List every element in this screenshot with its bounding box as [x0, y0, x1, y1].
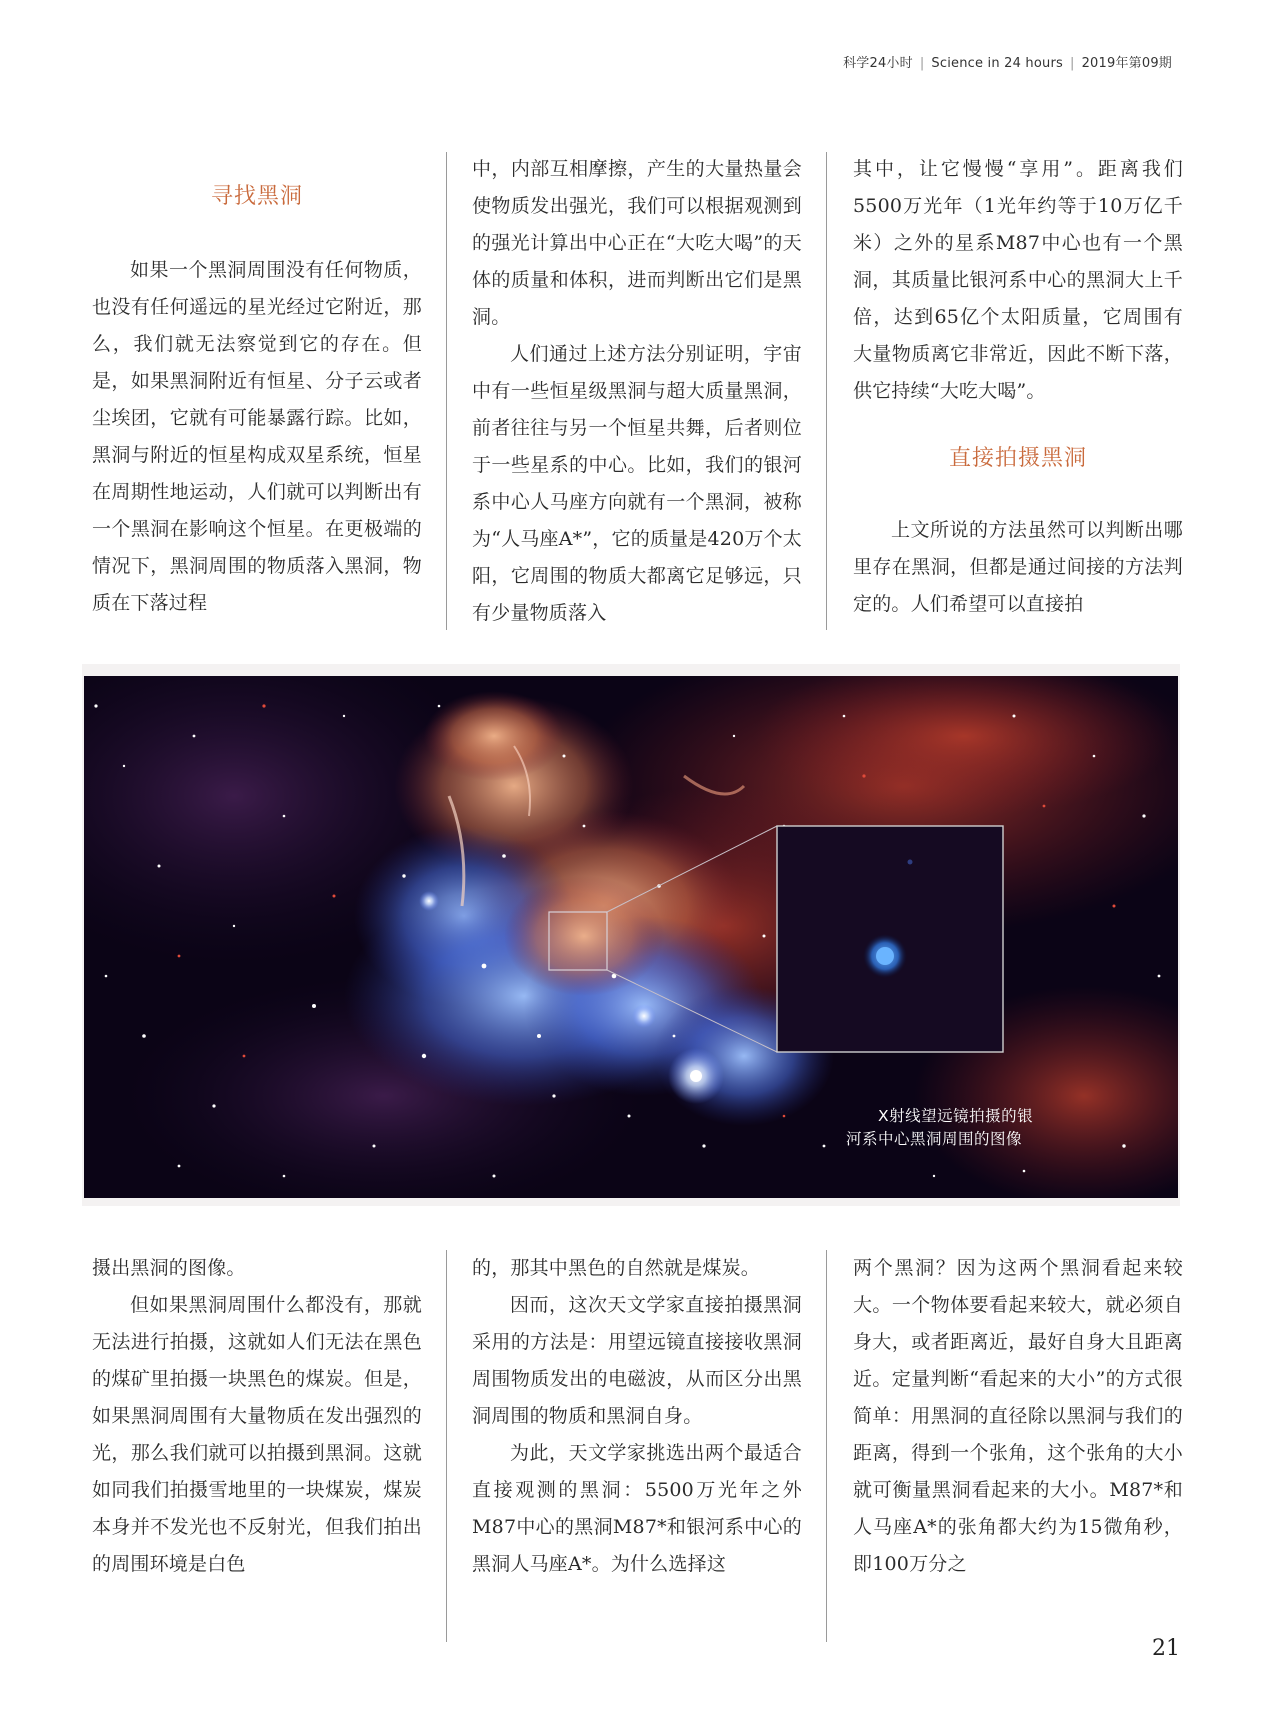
column-divider — [826, 152, 827, 630]
paragraph: 的，那其中黑色的自然就是煤炭。 — [472, 1257, 761, 1279]
paragraph: 中，内部互相摩擦，产生的大量热量会使物质发出强光，我们可以根据观测到的强光计算出中心正在“大吃大喝”的天体的质量和体积，进而判断出它们是黑洞。 — [472, 158, 802, 328]
paragraph: 摄出黑洞的图像。 — [92, 1257, 246, 1279]
top-column-1 — [92, 186, 422, 622]
bottom-column-1 — [92, 1250, 422, 1583]
section-heading-finding: 寻找黑洞 — [210, 184, 303, 209]
caption-line-1: X射线望远镜拍摄的银 — [878, 1107, 1034, 1125]
section-heading-direct: 直接拍摄黑洞 — [948, 446, 1087, 471]
paragraph: 人们通过上述方法分别证明，宇宙中有一些恒星级黑洞与超大质量黑洞，前者往往与另一个恒星共舞，后者则位于一些星系的中心。比如，我们的银河系中心人马座方向就有一个黑洞，被称为“人马座A*”，它的质量是420万个太阳，它周围的物质大都离它足够远，只有少量物质落入 — [472, 343, 802, 624]
magazine-name: 科学24小时 — [843, 56, 913, 71]
top-column-3 — [853, 151, 1183, 623]
bottom-column-3 — [853, 1250, 1183, 1583]
caption-line-2: 河系中心黑洞周围的图像 — [846, 1130, 1023, 1148]
bottom-column-2 — [472, 1250, 802, 1583]
paragraph: 但如果黑洞周围什么都没有，那就无法进行拍摄，这就如人们无法在黑色的煤矿里拍摄一块黑色的煤炭。但是，如果黑洞周围有大量物质在发出强烈的光，那么我们就可以拍摄到黑洞。这就如同我们拍摄雪地里的一块煤炭，煤炭本身并不发光也不反射光，但我们拍出的周围环境是白色 — [92, 1294, 422, 1575]
column-divider — [826, 1250, 827, 1642]
paragraph: 上文所说的方法虽然可以判断出哪里存在黑洞，但都是通过间接的方法判定的。人们希望可以直接拍 — [853, 519, 1183, 615]
top-column-2 — [472, 151, 802, 632]
paragraph: 因而，这次天文学家直接拍摄黑洞采用的方法是：用望远镜直接接收黑洞周围物质发出的电磁波，从而区分出黑洞周围的物质和黑洞自身。 — [472, 1294, 802, 1427]
paragraph: 如果一个黑洞周围没有任何物质，也没有任何遥远的星光经过它附近，那么，我们就无法察觉到它的存在。但是，如果黑洞附近有恒星、分子云或者尘埃团，它就有可能暴露行踪。比如，黑洞与附近的恒星构成双星系统，恒星在周期性地运动，人们就可以判断出有一个黑洞在影响这个恒星。在更极端的情况下，黑洞周围的物质落入黑洞，物质在下落过程 — [92, 259, 422, 614]
paragraph: 其中，让它慢慢“享用”。距离我们5500万光年（1光年约等于10万亿千米）之外的星系M87中心也有一个黑洞，其质量比银河系中心的黑洞大上千倍，达到65亿个太阳质量，它周围有大量物质离它非常近，因此不断下落，供它持续“大吃大喝”。 — [853, 158, 1183, 402]
header-separator: | — [919, 56, 925, 71]
column-divider — [446, 1250, 447, 1642]
page-number: 21 — [1152, 1636, 1180, 1661]
magazine-name-en: Science in 24 hours — [931, 56, 1063, 71]
photo-caption — [846, 1105, 1106, 1151]
issue-number: 2019年第09期 — [1081, 56, 1172, 71]
header-separator: | — [1069, 56, 1075, 71]
paragraph: 两个黑洞？因为这两个黑洞看起来较大。一个物体要看起来较大，就必须自身大，或者距离近，最好自身大且距离近。定量判断“看起来的大小”的方式很简单：用黑洞的直径除以黑洞与我们的距离，得到一个张角，这个张角的大小就可衡量黑洞看起来的大小。M87*和人马座A*的张角都大约为15微角秒，即100万分之 — [853, 1257, 1183, 1575]
running-header — [843, 52, 1172, 71]
column-divider — [446, 152, 447, 630]
paragraph: 为此，天文学家挑选出两个最适合直接观测的黑洞：5500万光年之外M87中心的黑洞M87*和银河系中心的黑洞人马座A*。为什么选择这 — [472, 1442, 802, 1575]
